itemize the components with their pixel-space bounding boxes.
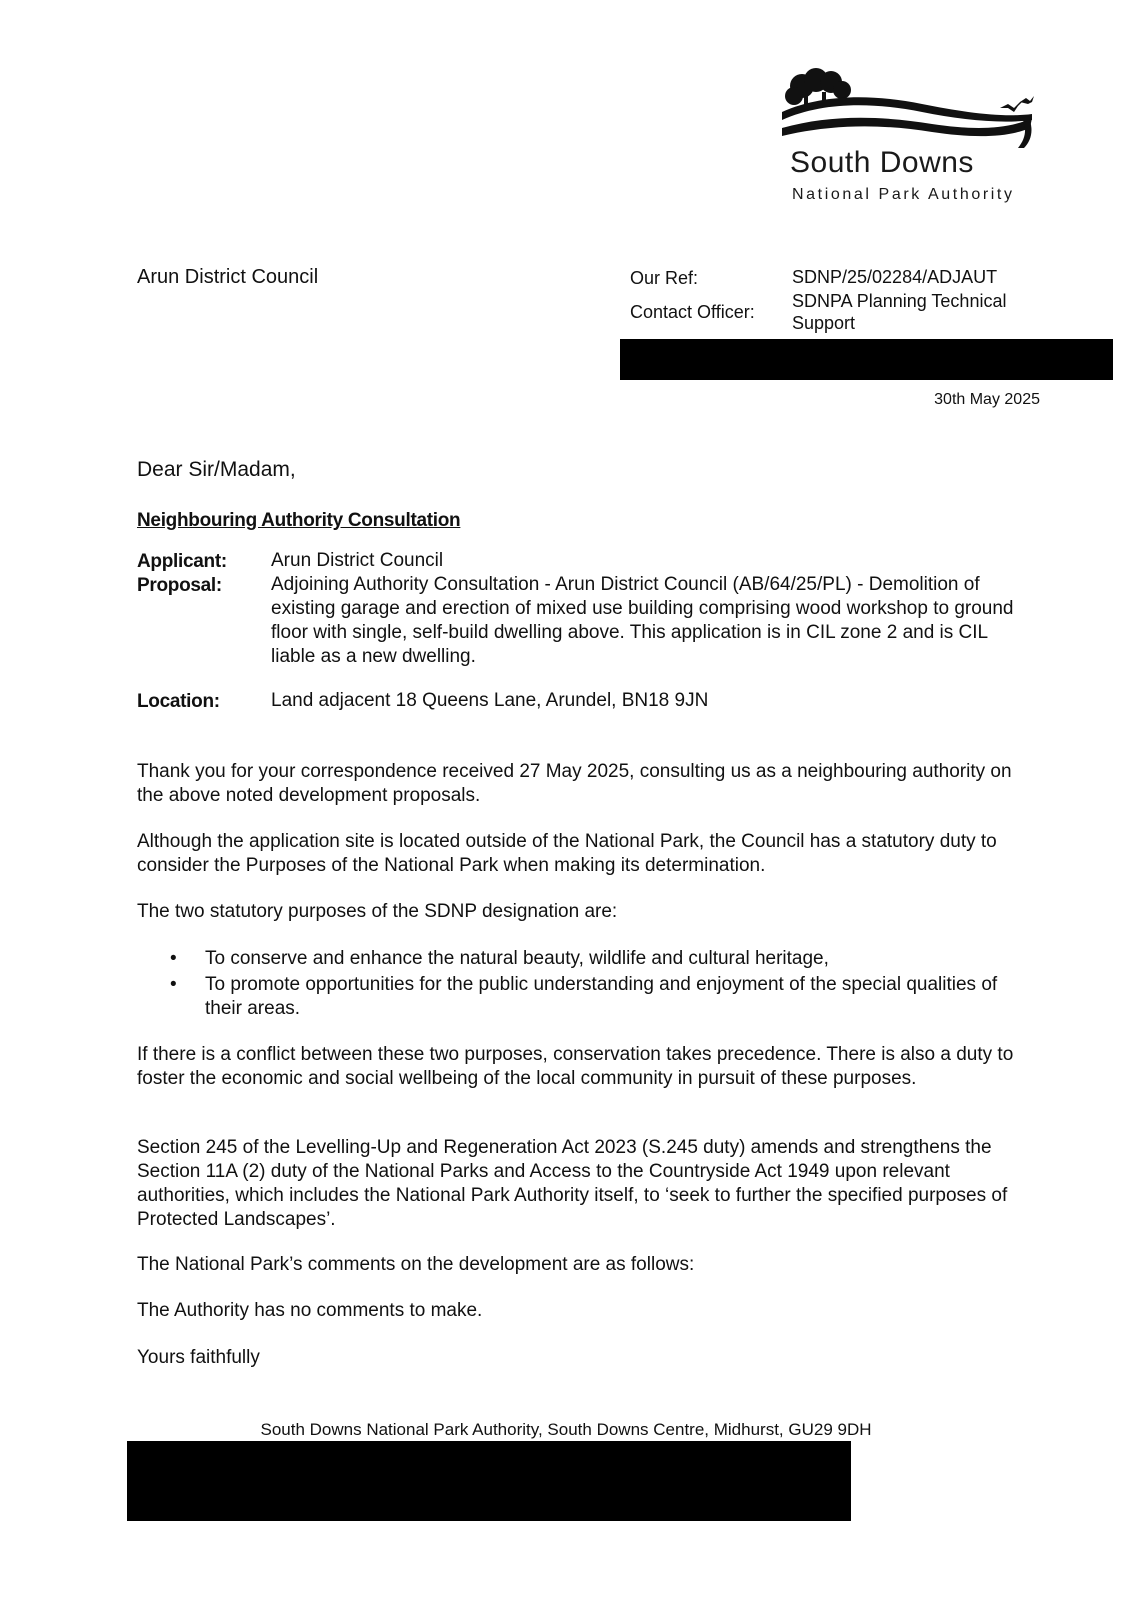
proposal-label: Proposal: — [137, 575, 222, 596]
recipient-name: Arun District Council — [137, 266, 319, 288]
letter-heading: Neighbouring Authority Consultation — [137, 510, 461, 531]
letter-date: 30th May 2025 — [934, 391, 1040, 408]
paragraph-comments-intro: The National Park’s comments on the development are as follows: — [137, 1254, 695, 1275]
our-ref-value: SDNP/25/02284/ADJAUT — [792, 267, 998, 287]
closing: Yours faithfully — [137, 1347, 260, 1368]
paragraph-purposes-intro: The two statutory purposes of the SDNP designation are: — [137, 901, 618, 922]
sdnpa-logo — [782, 68, 1054, 213]
contact-officer-label: Contact Officer: — [630, 302, 755, 322]
paragraph-no-comments: The Authority has no comments to make. — [137, 1300, 483, 1321]
greeting: Dear Sir/Madam, — [137, 458, 296, 481]
footer-address: South Downs National Park Authority, South Downs Centre, Midhurst, GU29 9DH — [260, 1420, 872, 1439]
applicant-value: Arun District Council — [271, 550, 444, 571]
paragraph-statutory-duty: Although the application site is located outside of the National Park, the Council has a statutory duty to consider the Purposes of the National Park when making its determination. — [137, 831, 997, 876]
applicant-label: Applicant: — [137, 551, 227, 572]
contact-officer-value-line1: SDNPA Planning Technical — [792, 291, 1007, 311]
our-ref-label: Our Ref: — [630, 268, 699, 288]
paragraph-section-245: Section 245 of the Levelling-Up and Regeneration Act 2023 (S.245 duty) amends and strengthens the Section 11A (2) duty of the National Parks and Access to the Countryside Act 1949 upon relevant authorities, which includes the National Park Authority itself, to ‘seek to further the specified purposes of Protected Landscapes’. — [137, 1137, 1008, 1230]
redaction-bar — [127, 1441, 851, 1521]
list-item: • To promote opportunities for the public understanding and enjoyment of the special qualities of their areas. — [170, 973, 1010, 1021]
paragraph-correspondence: Thank you for your correspondence received 27 May 2025, consulting us as a neighbouring authority on the above noted development proposals. — [137, 761, 1012, 806]
list-item: • To conserve and enhance the natural beauty, wildlife and cultural heritage, — [170, 947, 1010, 971]
location-value: Land adjacent 18 Queens Lane, Arundel, BN18 9JN — [271, 690, 709, 711]
logo-title: South Downs — [790, 146, 974, 179]
downs-landscape-icon — [782, 68, 1054, 148]
paragraph-conflict: If there is a conflict between these two purposes, conservation takes precedence. There is also a duty to foster the economic and social wellbeing of the local community in pursuit of these purposes. — [137, 1044, 1014, 1089]
location-label: Location: — [137, 691, 220, 712]
logo-subtitle: National Park Authority — [792, 186, 1015, 203]
proposal-value: Adjoining Authority Consultation - Arun District Council (AB/64/25/PL) - Demolition of existing garage and erection of mixed use building comprising wood workshop to ground floor with single, self-build dwelling above. This application is in CIL zone 2 and is CIL liable as a new dwelling. — [271, 574, 1014, 667]
contact-officer-value-line2: Support — [792, 313, 856, 333]
purposes-list — [170, 947, 1010, 1023]
redaction-bar — [620, 339, 1113, 380]
